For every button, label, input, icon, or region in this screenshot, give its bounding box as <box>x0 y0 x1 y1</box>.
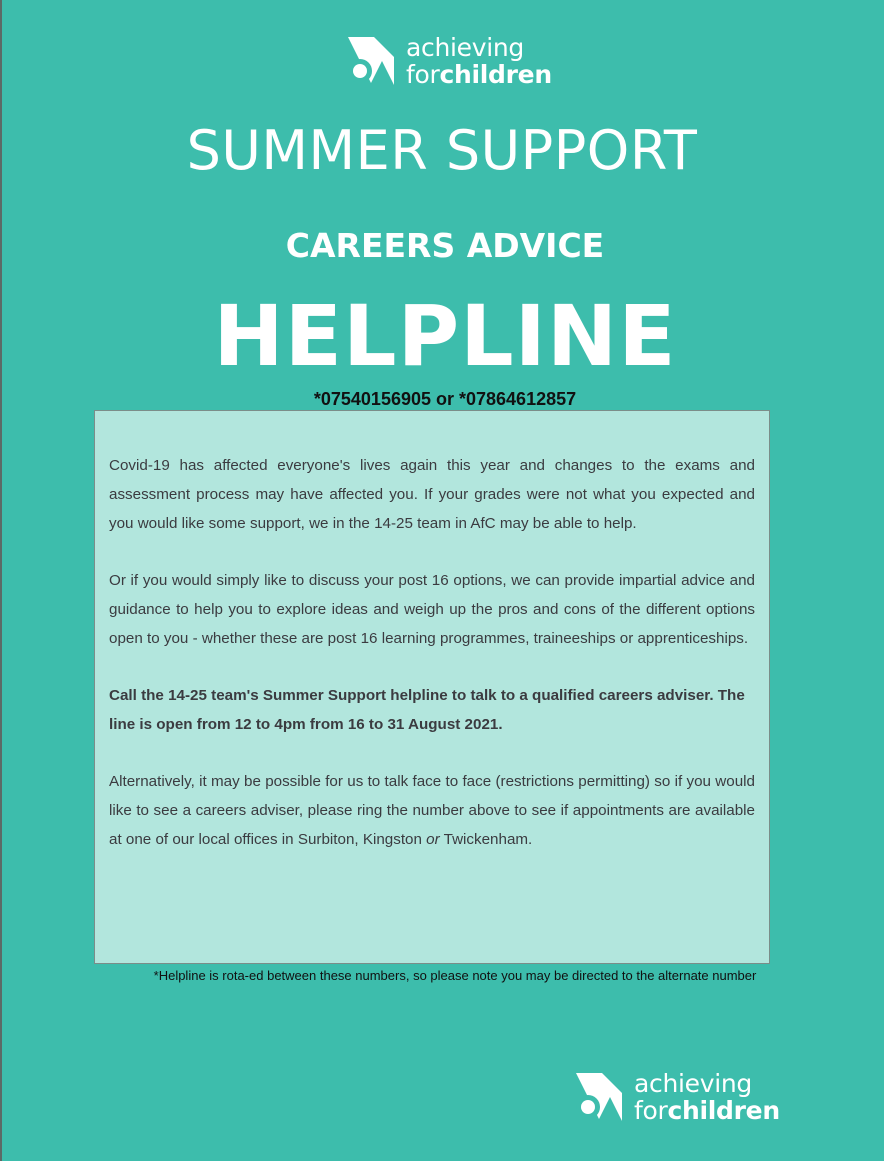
brand-line-2-bold: children <box>667 1096 780 1125</box>
page-title: SUMMER SUPPORT <box>186 119 698 182</box>
info-box <box>94 410 770 964</box>
brand-line-1: achieving <box>634 1069 752 1098</box>
paragraph-face-to-face-end: Twickenham. <box>439 831 533 848</box>
paragraph-options: Or if you would simply like to discuss your post 16 options, we can provide impartial advice and guidance to help you to explore ideas and weigh up the pros and cons of the different options open to you - whether these are post 16 learning programmes, traineeships or apprenticeships. <box>109 572 755 647</box>
footnote: *Helpline is rota-ed between these numbers, so please note you may be directed to the alternate number <box>153 968 757 983</box>
brand-line-2-thin: for <box>406 60 440 89</box>
paragraph-face-to-face-text: Alternatively, it may be possible for us to talk face to face (restrictions permitting) so if you would like to see a careers adviser, please ring the number above to see if appointments are available at one of our local offices in Surbiton, Kingston <box>109 773 755 848</box>
paragraph-face-to-face-or: or <box>426 831 440 848</box>
paragraph-face-to-face <box>109 767 755 854</box>
brand-wordmark <box>406 34 552 88</box>
page-subtitle: CAREERS ADVICE <box>285 226 605 265</box>
phone-numbers: *07540156905 or *07864612857 <box>313 389 577 409</box>
helpline-heading: HELPLINE <box>213 287 677 385</box>
brand-logo-top <box>344 34 552 88</box>
afc-logo-icon <box>572 1071 624 1123</box>
brand-line-2-bold: children <box>439 60 552 89</box>
afc-logo-icon <box>344 35 396 87</box>
paragraph-covid: Covid-19 has affected everyone's lives again this year and changes to the exams and assessment process may have affected you. If your grades were not what you expected and you would like some support, we in the 14-25 team in AfC may be able to help. <box>109 457 755 532</box>
brand-logo-bottom <box>572 1070 780 1124</box>
paragraph-call-helpline: Call the 14-25 team's Summer Support helpline to talk to a qualified careers adviser. The line is open from 12 to 4pm from 16 to 31 August 2021. <box>109 687 745 733</box>
brand-line-2-thin: for <box>634 1096 668 1125</box>
brand-line-1: achieving <box>406 33 524 62</box>
brand-wordmark <box>634 1070 780 1124</box>
